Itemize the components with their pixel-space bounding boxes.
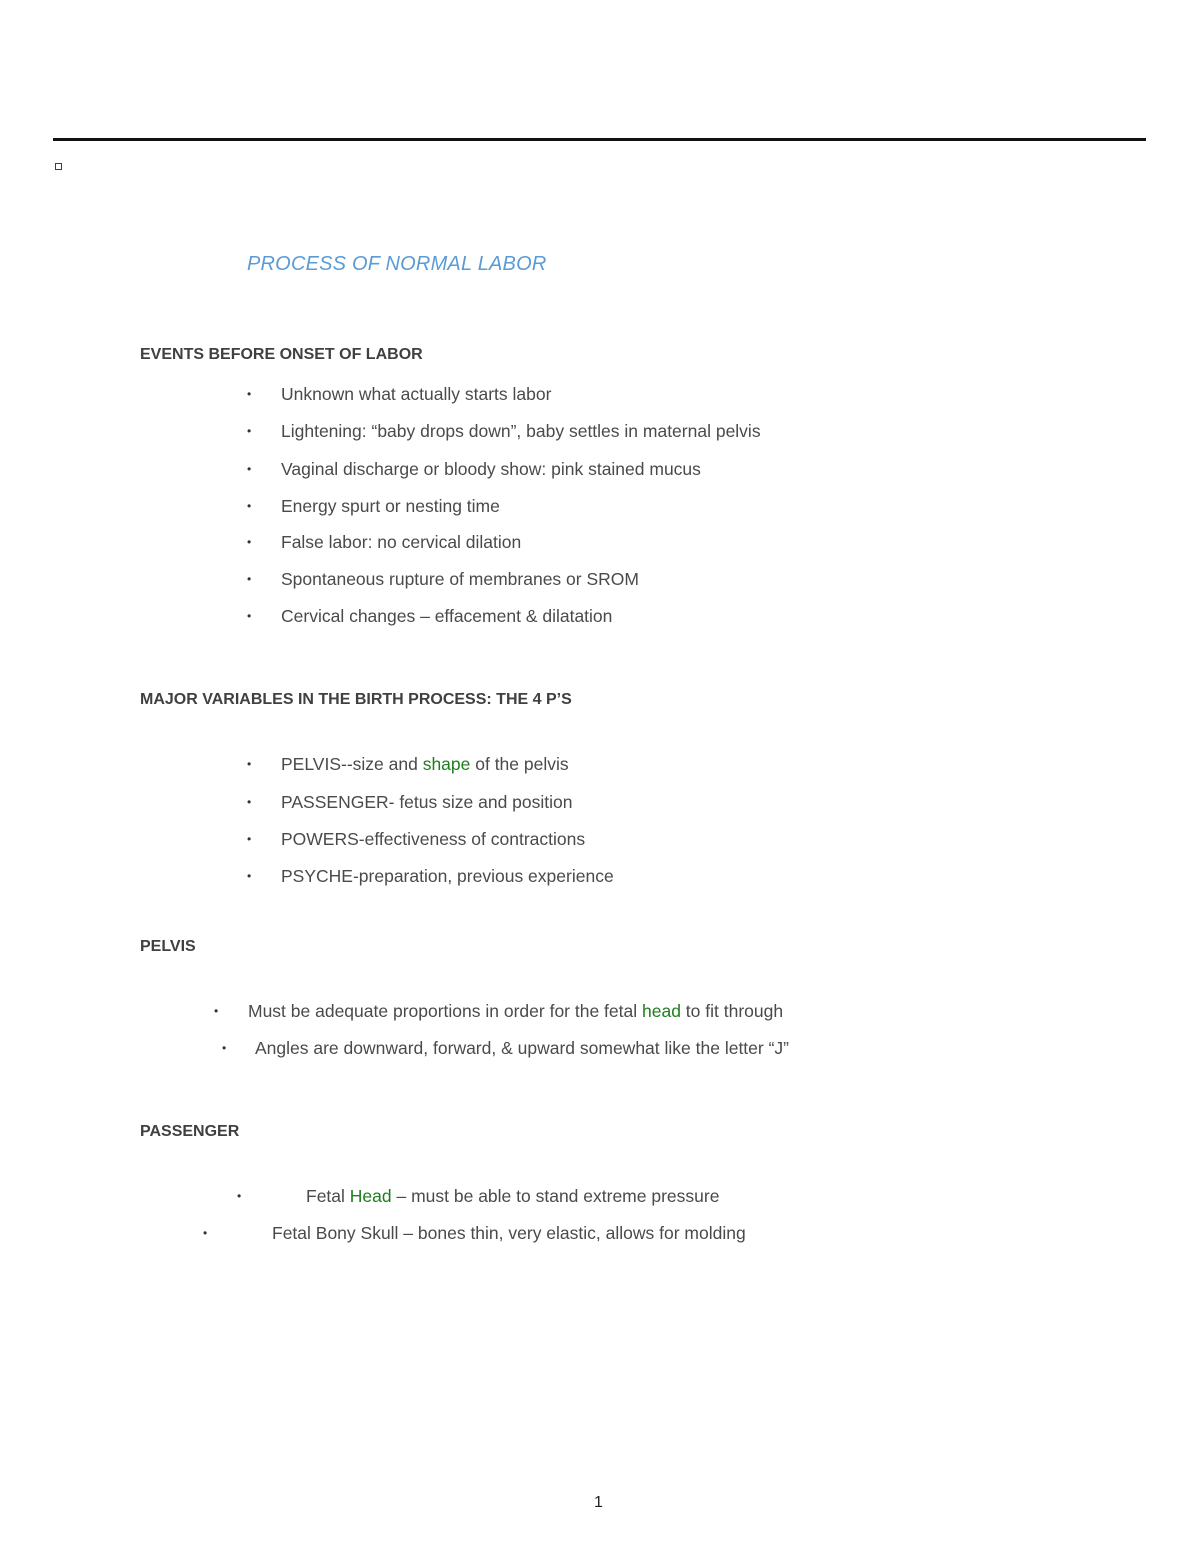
bullet-icon: • [247,387,252,401]
list-item-text: Lightening: “baby drops down”, baby settles in maternal pelvis [281,421,761,441]
list-item-text: POWERS-effectiveness of contractions [281,829,586,849]
list-item-text: PSYCHE-preparation, previous experience [281,866,614,886]
list-item-text: False labor: no cervical dilation [281,532,522,552]
square-bullet-icon [55,163,62,170]
list-item-text: Fetal Bony Skull – bones thin, very elastic, allows for molding [272,1223,746,1243]
bullet-icon: • [237,1189,242,1203]
bullet-icon: • [247,535,252,549]
section-heading-events: EVENTS BEFORE ONSET OF LABOR [140,346,423,363]
bullet-icon: • [247,795,252,809]
text-segment: of the pelvis [470,754,569,774]
highlighted-word: Head [349,1186,392,1206]
section-heading-pelvis: PELVIS [140,938,196,955]
bullet-icon: • [247,572,252,586]
text-segment: – must be able to stand extreme pressure [391,1186,720,1206]
bullet-icon: • [247,424,252,438]
list-item-text: Cervical changes – effacement & dilatation [281,606,613,626]
bullet-icon: • [203,1226,208,1240]
bullet-icon: • [214,1004,219,1018]
list-item-text: Vaginal discharge or bloody show: pink stained mucus [281,459,701,479]
bullet-icon: • [247,757,252,771]
list-item-text: PASSENGER- fetus size and position [281,792,573,812]
list-item-text [281,752,569,776]
section-heading-passenger: PASSENGER [140,1123,240,1140]
list-item-text: Energy spurt or nesting time [281,496,500,516]
header-rule [53,138,1146,141]
bullet-icon: • [247,499,252,513]
bullet-icon: • [247,609,252,623]
bullet-icon: • [247,462,252,476]
text-segment: to fit through [680,1001,784,1021]
list-item-text [248,999,783,1023]
list-item-text [306,1184,719,1208]
page-number: 1 [594,1494,603,1511]
bullet-icon: • [222,1041,227,1055]
text-segment: Must be adequate proportions in order for the fetal [248,1001,642,1021]
list-item-text: Unknown what actually starts labor [281,384,552,404]
highlighted-word: head [642,1001,681,1021]
section-heading-variables: MAJOR VARIABLES IN THE BIRTH PROCESS: THE 4 P’S [140,691,572,708]
highlighted-word: shape [422,754,471,774]
list-item-text: Spontaneous rupture of membranes or SROM [281,569,639,589]
text-segment: PELVIS--size and [281,754,423,774]
bullet-icon: • [247,869,252,883]
bullet-icon: • [247,832,252,846]
document-title: PROCESS OF NORMAL LABOR [247,253,547,275]
text-segment: Fetal [306,1186,350,1206]
list-item-text: Angles are downward, forward, & upward somewhat like the letter “J” [255,1038,789,1058]
